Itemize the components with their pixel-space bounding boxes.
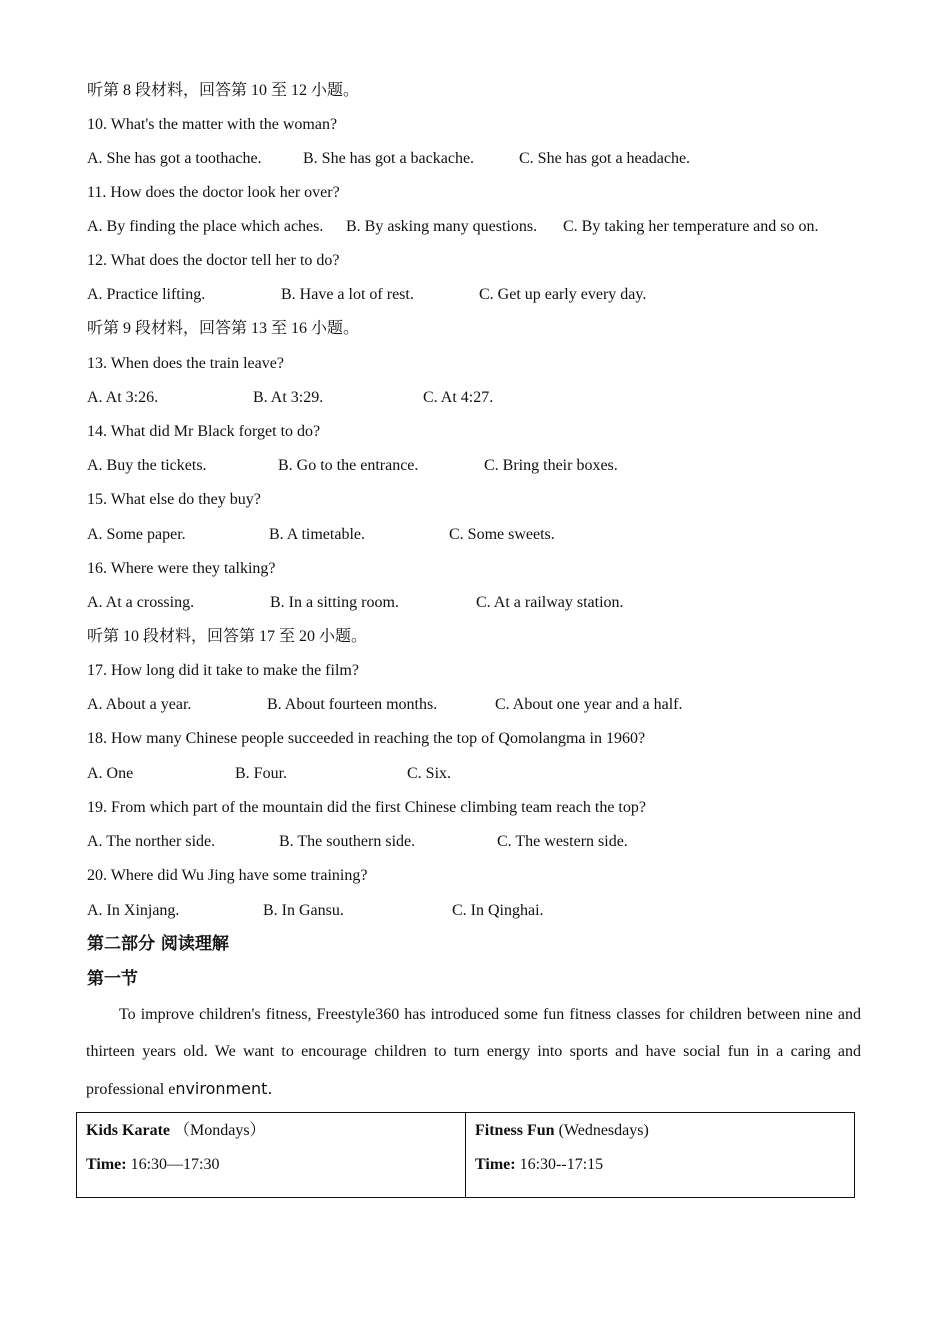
option-10a: A. She has got a toothache. (87, 150, 262, 167)
option-16a: A. At a crossing. (87, 594, 195, 611)
question-13: 13. When does the train leave? (87, 355, 284, 372)
time-label: Time: (86, 1156, 127, 1173)
question-15: 15. What else do they buy? (87, 491, 261, 508)
question-19: 19. From which part of the mountain did the first Chinese climbing team reach the top? (87, 799, 646, 816)
question-20: 20. Where did Wu Jing have some training? (87, 867, 368, 884)
table-row (77, 1113, 855, 1198)
paragraph-main-text: To improve children's fitness, Freestyle360 has introduced some fun fitness classes for children between nine and thirteen years old. We want to encourage children to turn energy into sports and have social fun in a caring and professional e (86, 1006, 861, 1098)
option-11c: C. By taking her temperature and so on. (563, 218, 819, 235)
option-16c: C. At a railway station. (476, 594, 624, 611)
option-18c: C. Six. (407, 765, 452, 782)
section-one-title: 第一节 (87, 969, 138, 989)
option-11b: B. By asking many questions. (346, 218, 538, 235)
option-18b: B. Four. (235, 765, 288, 782)
class-schedule-table (76, 1112, 855, 1198)
option-14c: C. Bring their boxes. (484, 457, 618, 474)
option-13a: A. At 3:26. (87, 389, 159, 406)
class-name: Kids Karate (86, 1122, 170, 1139)
class-heading (475, 1121, 845, 1155)
option-15b: B. A timetable. (269, 526, 365, 543)
question-10: 10. What's the matter with the woman? (87, 116, 338, 133)
option-19b: B. The southern side. (279, 833, 416, 850)
option-12c: C. Get up early every day. (479, 286, 647, 303)
class-day: （Mondays） (174, 1122, 266, 1139)
section-intro-9: 听第 9 段材料，回答第 13 至 16 小题。 (87, 320, 360, 337)
option-18a: A. One (87, 765, 134, 782)
option-11a: A. By finding the place which aches. (87, 218, 324, 235)
option-14a: A. Buy the tickets. (87, 457, 207, 474)
question-18: 18. How many Chinese people succeeded in reaching the top of Qomolangma in 1960? (87, 730, 646, 747)
reading-paragraph (86, 996, 861, 1108)
question-14: 14. What did Mr Black forget to do? (87, 423, 321, 440)
option-19a: A. The norther side. (87, 833, 216, 850)
schedule-cell-fitness-fun (466, 1113, 855, 1198)
question-16: 16. Where were they talking? (87, 560, 276, 577)
class-heading (86, 1121, 456, 1155)
schedule-cell-kids-karate (77, 1113, 466, 1198)
option-13c: C. At 4:27. (423, 389, 494, 406)
option-10c: C. She has got a headache. (519, 150, 691, 167)
option-17c: C. About one year and a half. (495, 696, 683, 713)
section-intro-8: 听第 8 段材料，回答第 10 至 12 小题。 (87, 82, 360, 99)
question-17: 17. How long did it take to make the film? (87, 662, 359, 679)
section-intro-10: 听第 10 段材料，回答第 17 至 20 小题。 (87, 628, 368, 645)
class-time-line (475, 1155, 845, 1189)
option-20b: B. In Gansu. (263, 902, 344, 919)
option-15a: A. Some paper. (87, 526, 186, 543)
class-day: (Wednesdays) (558, 1122, 649, 1139)
class-time-line (86, 1155, 456, 1189)
option-17b: B. About fourteen months. (267, 696, 438, 713)
question-11: 11. How does the doctor look her over? (87, 184, 340, 201)
option-13b: B. At 3:29. (253, 389, 324, 406)
time-label: Time: (475, 1156, 516, 1173)
class-time: 16:30--17:15 (519, 1156, 604, 1173)
option-15c: C. Some sweets. (449, 526, 555, 543)
option-17a: A. About a year. (87, 696, 192, 713)
option-19c: C. The western side. (497, 833, 628, 850)
question-12: 12. What does the doctor tell her to do? (87, 252, 340, 269)
option-12a: A. Practice lifting. (87, 286, 206, 303)
option-10b: B. She has got a backache. (303, 150, 475, 167)
option-12b: B. Have a lot of rest. (281, 286, 414, 303)
option-20a: A. In Xinjang. (87, 902, 180, 919)
class-time: 16:30—17:30 (130, 1156, 220, 1173)
paragraph-tail-text: nvironment. (175, 1079, 273, 1098)
class-name: Fitness Fun (475, 1122, 555, 1139)
option-14b: B. Go to the entrance. (278, 457, 419, 474)
option-20c: C. In Qinghai. (452, 902, 544, 919)
option-16b: B. In a sitting room. (270, 594, 399, 611)
part-two-title: 第二部分 阅读理解 (87, 934, 229, 954)
